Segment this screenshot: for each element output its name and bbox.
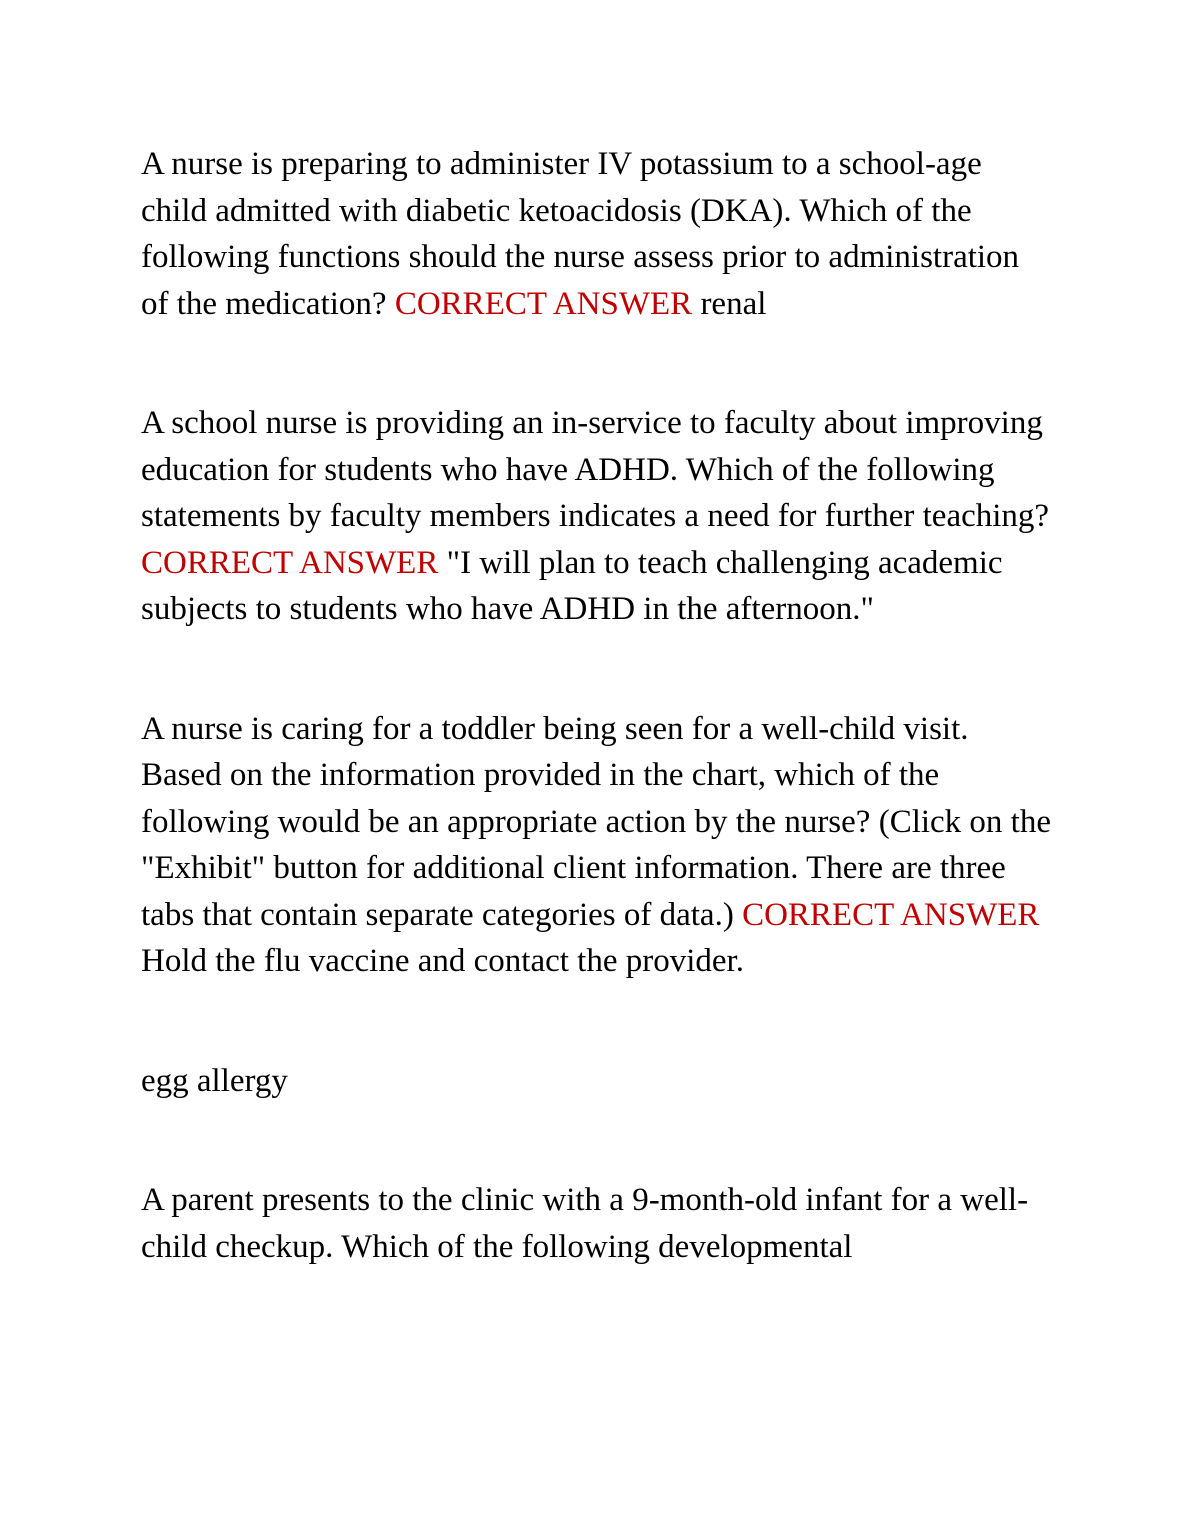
answer-text: renal (700, 285, 767, 322)
question-text: A nurse is preparing to administer IV potassium to a school-age child admitted with diabetic ketoacidosis (DKA). Which of the following functions should the nurse assess prior to administration of the medication? (141, 146, 1020, 322)
trailing-question: A parent presents to the clinic with a 9-month-old infant for a well-child checkup. Which of the following developmental (141, 1182, 1029, 1265)
question-text: A school nurse is providing an in-service to faculty about improving education for students who have ADHD. Which of the following statements by faculty members indicates a need for further teaching? (141, 405, 1050, 534)
correct-answer-label: CORRECT ANSWER (141, 544, 439, 581)
qa-item-2 (141, 400, 1051, 633)
correct-answer-label: CORRECT ANSWER (742, 896, 1040, 933)
answer-text: "I will plan to teach challenging academic subjects to students who have ADHD in the afternoon." (141, 544, 1003, 627)
qa-item-1 (141, 141, 1051, 327)
answer-text: Hold the flu vaccine and contact the provider. (141, 943, 744, 979)
correct-answer-label: CORRECT ANSWER (394, 285, 693, 322)
document-body (141, 141, 1051, 1270)
question-text: A nurse is caring for a toddler being seen for a well-child visit. Based on the information provided in the chart, which of the following would be an appropriate action by the nurse? (Click on the "Exhibit" button for additional client information. There are three tabs that contain separate categories of data.) (141, 710, 1051, 933)
qa-item-3 (141, 706, 1051, 985)
note-text: egg allergy (141, 1062, 288, 1099)
